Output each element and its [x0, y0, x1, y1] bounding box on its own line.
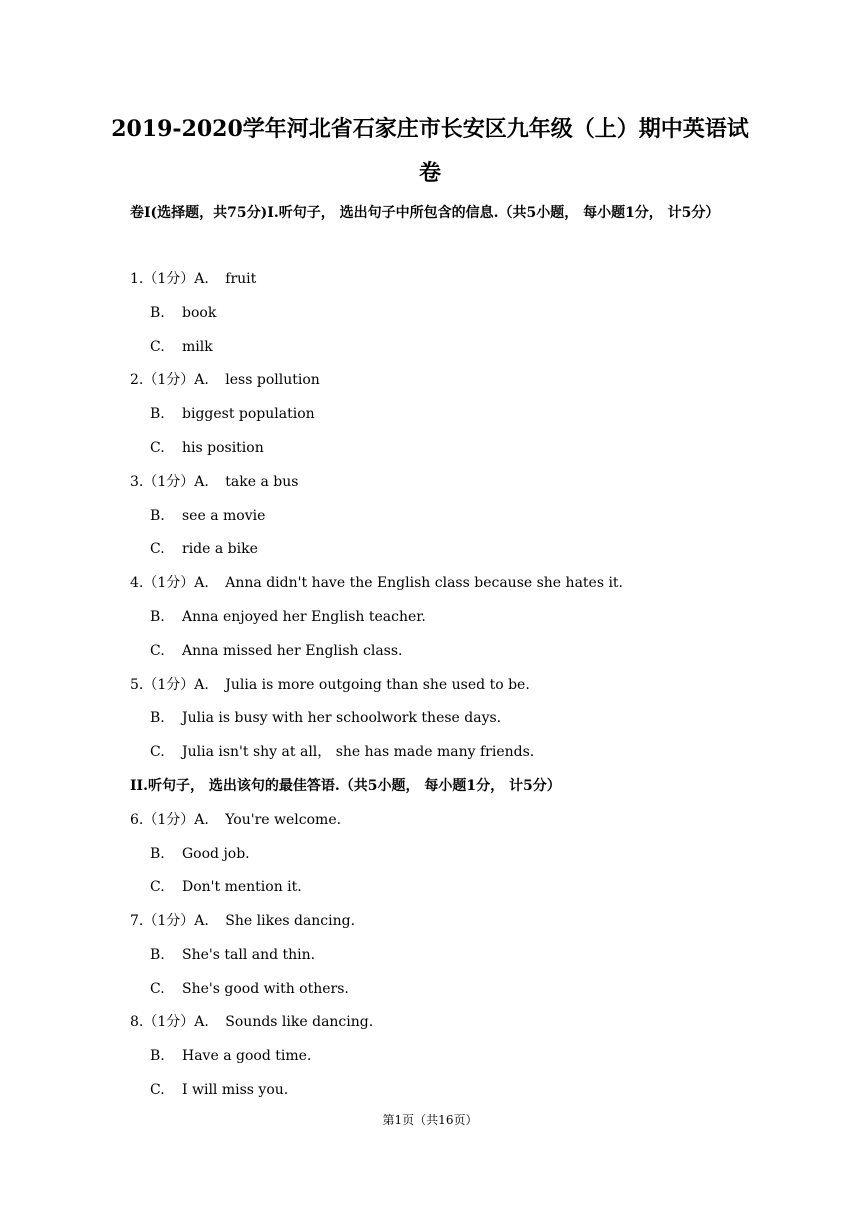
question-1-option-c: [150, 337, 213, 357]
question-3-option-b: [150, 506, 265, 526]
option-letter: B.: [150, 710, 165, 726]
option-letter: C.: [150, 541, 165, 557]
question-7: [130, 911, 355, 931]
option-c: Julia isn't shy at all， she has made many friends.: [182, 744, 535, 760]
question-number: 8.（1分）A.: [130, 1014, 209, 1030]
option-letter: B.: [150, 947, 165, 963]
question-3: [130, 472, 298, 492]
question-8-option-b: [150, 1046, 311, 1066]
section-2-heading: II.听句子， 选出该句的最佳答语.（共5小题， 每小题1分， 计5分）: [130, 778, 561, 794]
option-b: Julia is busy with her schoolwork these days.: [182, 710, 502, 726]
question-number: 1.（1分）A.: [130, 271, 209, 287]
question-1-option-b: [150, 303, 216, 323]
question-number: 3.（1分）A.: [130, 474, 209, 490]
option-a: You're welcome.: [225, 812, 342, 828]
question-6-option-b: [150, 844, 250, 864]
question-number: 4.（1分）A.: [130, 575, 209, 591]
option-letter: C.: [150, 744, 165, 760]
option-letter: C.: [150, 339, 165, 355]
option-letter: C.: [150, 440, 165, 456]
option-c: his position: [182, 440, 264, 456]
question-7-option-c: [150, 979, 349, 999]
option-a: fruit: [225, 271, 257, 287]
question-5: [130, 675, 530, 695]
question-number: 2.（1分）A.: [130, 372, 209, 388]
document-title-line-1: 2019-2020学年河北省石家庄市长安区九年级（上）期中英语试: [111, 116, 749, 142]
option-letter: C.: [150, 1082, 165, 1098]
question-6: [130, 810, 341, 830]
option-c: I will miss you.: [182, 1082, 289, 1098]
question-2-option-b: [150, 404, 315, 424]
question-8-option-c: [150, 1080, 288, 1100]
question-1: [130, 269, 256, 289]
option-letter: C.: [150, 981, 165, 997]
option-a: Julia is more outgoing than she used to be.: [225, 677, 530, 693]
option-b: Have a good time.: [182, 1048, 312, 1064]
page-footer: 第1页（共16页）: [382, 1113, 478, 1127]
option-letter: C.: [150, 643, 165, 659]
option-letter: B.: [150, 508, 165, 524]
question-2-option-c: [150, 438, 264, 458]
option-b: see a movie: [182, 508, 266, 524]
question-3-option-c: [150, 539, 258, 559]
question-4-option-b: [150, 607, 426, 627]
option-letter: B.: [150, 1048, 165, 1064]
question-7-option-b: [150, 945, 315, 965]
question-2: [130, 370, 320, 390]
option-b: biggest population: [182, 406, 315, 422]
question-number: 7.（1分）A.: [130, 913, 209, 929]
option-letter: B.: [150, 305, 165, 321]
option-c: ride a bike: [182, 541, 258, 557]
option-c: Anna missed her English class.: [182, 643, 403, 659]
option-a: Anna didn't have the English class because she hates it.: [225, 575, 624, 591]
question-8: [130, 1012, 373, 1032]
option-letter: B.: [150, 406, 165, 422]
option-a: less pollution: [225, 372, 320, 388]
question-number: 6.（1分）A.: [130, 812, 209, 828]
question-4-option-c: [150, 641, 403, 661]
question-5-option-c: [150, 742, 534, 762]
option-letter: B.: [150, 846, 165, 862]
option-b: Anna enjoyed her English teacher.: [182, 609, 426, 625]
option-c: milk: [182, 339, 213, 355]
question-6-option-c: [150, 877, 302, 897]
option-a: take a bus: [225, 474, 299, 490]
question-5-option-b: [150, 708, 501, 728]
question-number: 5.（1分）A.: [130, 677, 209, 693]
question-4: [130, 573, 623, 593]
option-letter: B.: [150, 609, 165, 625]
option-b: Good job.: [182, 846, 250, 862]
option-letter: C.: [150, 879, 165, 895]
option-c: She's good with others.: [182, 981, 349, 997]
option-b: book: [182, 305, 217, 321]
option-a: Sounds like dancing.: [225, 1014, 374, 1030]
option-a: She likes dancing.: [225, 913, 356, 929]
section-1-heading: 卷I(选择题，共75分)I.听句子， 选出句子中所包含的信息.（共5小题， 每小题1分， 计5分）: [130, 205, 720, 221]
option-c: Don't mention it.: [182, 879, 302, 895]
document-title-line-2: 卷: [418, 160, 441, 186]
option-b: She's tall and thin.: [182, 947, 316, 963]
